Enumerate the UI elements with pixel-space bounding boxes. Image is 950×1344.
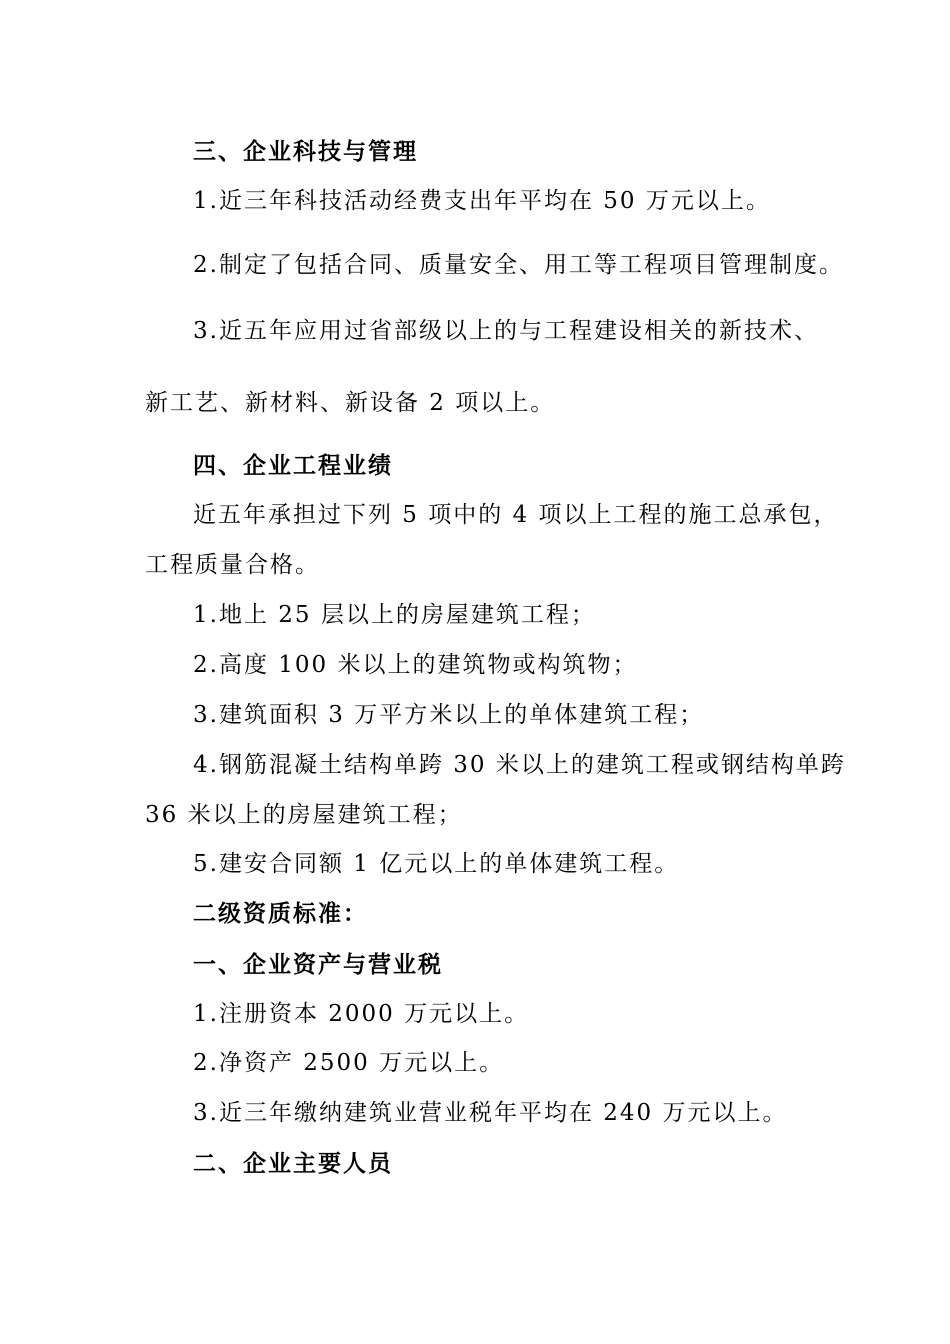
section-heading-key-personnel: 二、企业主要人员 <box>193 1150 393 1177</box>
paragraph-item: 3.近五年应用过省部级以上的与工程建设相关的新技术、 <box>193 318 819 344</box>
paragraph-item: 1.注册资本 2000 万元以上。 <box>193 1001 530 1027</box>
paragraph-item: 3.近三年缴纳建筑业营业税年平均在 240 万元以上。 <box>193 1100 788 1126</box>
paragraph-item: 2.净资产 2500 万元以上。 <box>193 1050 505 1076</box>
paragraph-item: 1.近三年科技活动经费支出年平均在 50 万元以上。 <box>193 188 771 214</box>
paragraph-continuation: 新工艺、新材料、新设备 2 项以上。 <box>145 390 556 416</box>
paragraph-item: 3.建筑面积 3 万平方米以上的单体建筑工程； <box>193 702 705 728</box>
paragraph-continuation: 工程质量合格。 <box>145 552 320 578</box>
paragraph-item: 2.高度 100 米以上的建筑物或构筑物； <box>193 652 638 678</box>
paragraph-item: 近五年承担过下列 5 项中的 4 项以上工程的施工总承包， <box>193 502 839 528</box>
section-heading-tech-management: 三、企业科技与管理 <box>193 138 418 165</box>
paragraph-item: 5.建安合同额 1 亿元以上的单体建筑工程。 <box>193 851 680 877</box>
section-heading-assets-tax: 一、企业资产与营业税 <box>193 951 443 978</box>
paragraph-item: 2.制定了包括合同、质量安全、用工等工程项目管理制度。 <box>193 252 844 278</box>
paragraph-item: 4.钢筋混凝土结构单跨 30 米以上的建筑工程或钢结构单跨 <box>193 752 846 778</box>
paragraph-continuation: 36 米以上的房屋建筑工程； <box>145 802 463 828</box>
section-heading-engineering-performance: 四、企业工程业绩 <box>193 452 393 479</box>
paragraph-item: 1.地上 25 层以上的房屋建筑工程； <box>193 602 596 628</box>
section-heading-grade-two-standard: 二级资质标准： <box>193 900 368 927</box>
